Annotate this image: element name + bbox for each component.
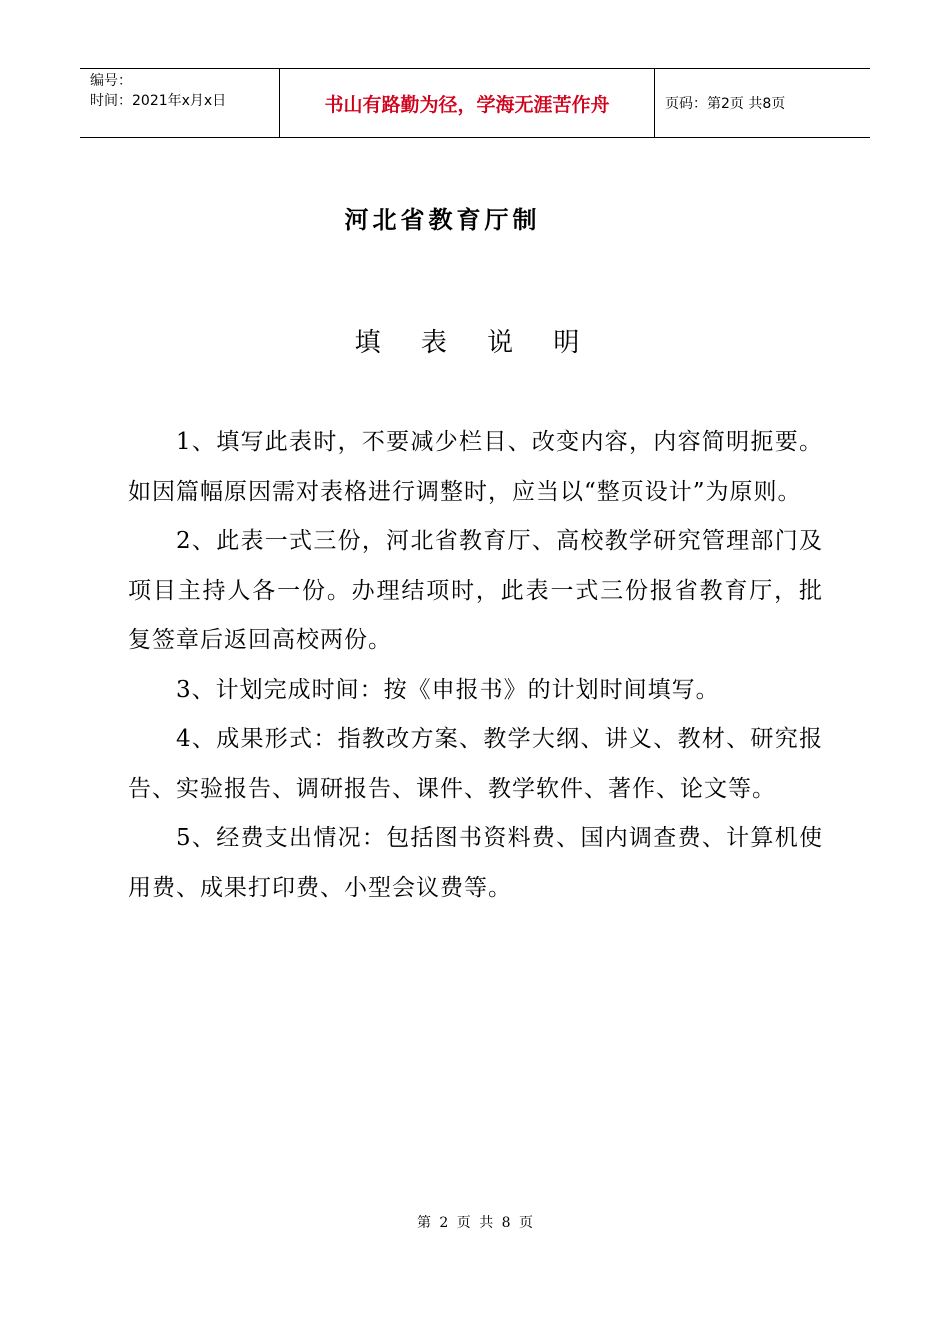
organization-title: 河北省教育厅制 bbox=[344, 205, 541, 234]
instruction-paragraph: 4、成果形式：指教改方案、教学大纲、讲义、教材、研究报告、实验报告、调研报告、课件、教学软件、著作、论文等。 bbox=[128, 726, 823, 802]
motto: 书山有路勤为径，学海无涯苦作舟 bbox=[280, 69, 655, 137]
instruction-paragraph: 1、填写此表时，不要减少栏目、改变内容，内容简明扼要。如因篇幅原因需对表格进行调整时，应当以“整页设计”为原则。 bbox=[128, 429, 823, 505]
header-left-cell bbox=[80, 69, 280, 137]
instructions-body bbox=[128, 418, 823, 913]
page-footer: 第 2 页 共 8 页 bbox=[416, 1215, 534, 1231]
number-label: 编号： bbox=[90, 73, 132, 89]
instruction-paragraph: 2、此表一式三份，河北省教育厅、高校教学研究管理部门及项目主持人各一份。办理结项时，此表一式三份报省教育厅，批复签章后返回高校两份。 bbox=[128, 528, 823, 653]
page-info: 页码：第2页 共8页 bbox=[665, 96, 786, 112]
instruction-paragraph: 5、经费支出情况：包括图书资料费、国内调查费、计算机使用费、成果打印费、小型会议费等。 bbox=[128, 825, 823, 901]
page-title: 填 表 说 明 bbox=[354, 328, 596, 358]
page-header bbox=[80, 68, 870, 138]
date-label: 时间：2021年x月x日 bbox=[90, 93, 227, 109]
instruction-paragraph: 3、计划完成时间：按《申报书》的计划时间填写。 bbox=[176, 676, 720, 703]
